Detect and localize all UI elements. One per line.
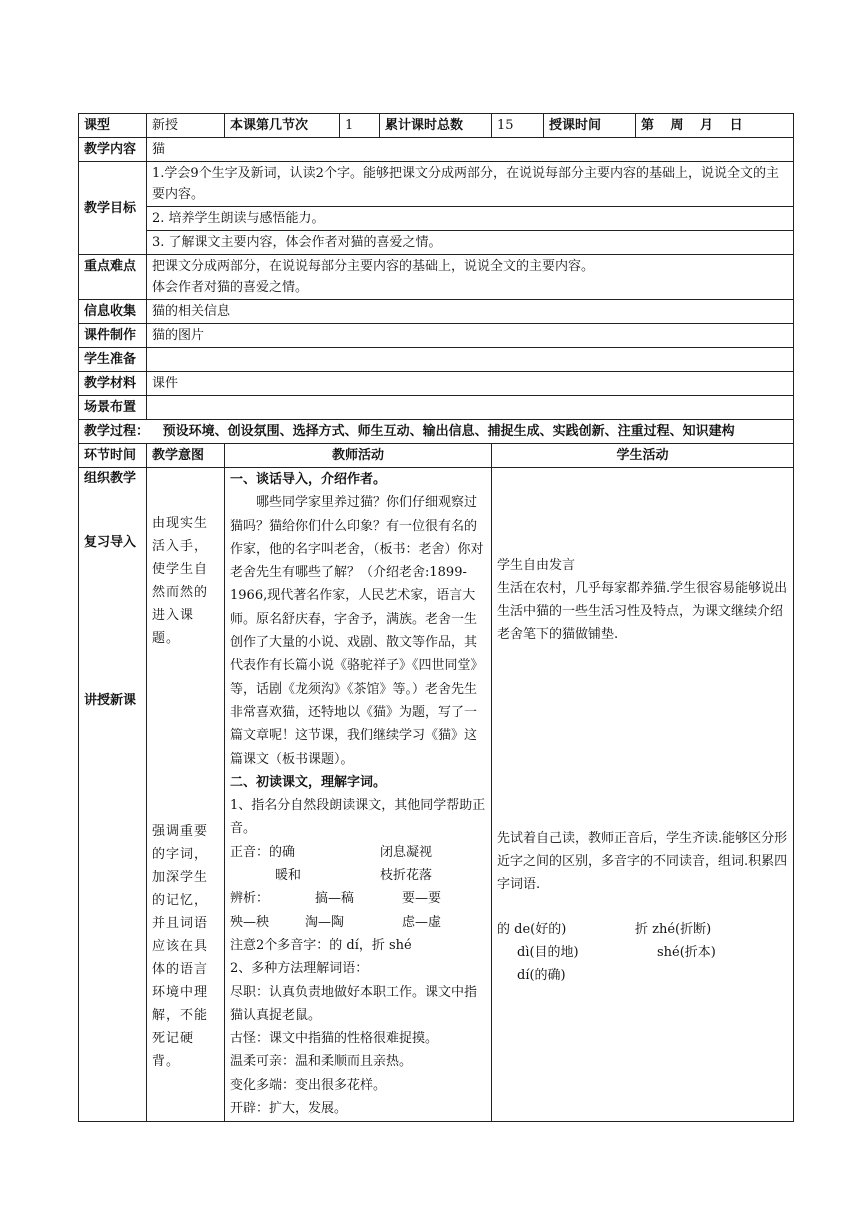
word-explain: 尽职：认真负责地做好本职工作。课文中指猫认真捉老鼠。	[230, 984, 478, 1023]
word-explain: 古怪：课文中指猫的性格很难捉摸。	[230, 1031, 439, 1047]
scene-row	[79, 396, 794, 420]
goal-item: 1.学会9个生字及新词，认读2个字。能够把课文分成两部分，在说说每部分主要内容的基础上，说说全文的主要内容。	[147, 162, 794, 207]
bianxi-pair: 要—要	[402, 891, 442, 907]
polyphone-item: shé(折本)	[657, 945, 716, 960]
student-prep-value	[147, 348, 794, 372]
student-prep-label: 学生准备	[79, 348, 147, 372]
materials-value: 课件	[147, 372, 794, 396]
total-hours-value: 15	[492, 114, 544, 138]
bianxi-pair: 虑—虚	[402, 914, 442, 930]
col-intent-header: 教学意图	[147, 444, 225, 468]
teacher-cell	[225, 468, 492, 1122]
key-points-label: 重点难点	[79, 255, 147, 300]
polyphone-item: dì(目的地)	[517, 945, 579, 960]
teacher-step-1: 1、指名分自然段朗读课文，其他同学帮助正音。	[230, 798, 486, 837]
bianxi-pair: 搞—稿	[315, 891, 355, 907]
info-row	[79, 300, 794, 324]
goal-row-1	[79, 162, 794, 207]
student-activity-1: 学生自由发言	[497, 558, 576, 573]
courseware-label: 课件制作	[79, 324, 147, 348]
courseware-value: 猫的图片	[147, 324, 794, 348]
col-teacher-header: 教师活动	[225, 444, 492, 468]
goal-item: 3. 了解课文主要内容，体会作者对猫的喜爱之情。	[147, 231, 794, 255]
total-hours-label: 累计课时总数	[380, 114, 492, 138]
polyphone-item: 折 zhé(折断)	[635, 922, 712, 937]
goal-row-2	[79, 207, 794, 231]
zhengyin-line-1	[230, 841, 486, 864]
lesson-time-label: 授课时间	[544, 114, 636, 138]
student-activity-2: 生活在农村，几乎每家都养猫.学生很容易能够说出生活中猫的一些生活习性及特点，为课文继续介绍老舍笔下的猫做铺垫.	[497, 581, 788, 642]
content-row	[79, 138, 794, 162]
activity-row	[79, 468, 794, 1122]
zhengyin-word: 闭息凝视	[380, 844, 433, 860]
process-label: 教学过程：	[84, 424, 150, 439]
zhengyin-line-2	[230, 864, 486, 887]
zhengyin-word: 的确	[269, 844, 296, 860]
process-cell	[79, 420, 794, 444]
intent-cell	[147, 468, 225, 1122]
bianxi-pair: 淘—陶	[305, 914, 345, 930]
lesson-no-label: 本课第几节次	[225, 114, 340, 138]
polyphone-note: 注意2个多音字：的 dí，折 shé	[230, 937, 412, 953]
goal-row-3	[79, 231, 794, 255]
courseware-row	[79, 324, 794, 348]
stage-item: 组织教学	[84, 471, 137, 486]
teacher-heading-1: 一、谈话导入，介绍作者。	[230, 472, 387, 487]
polyphone-item: dí(的确)	[517, 968, 566, 983]
key-points-value	[147, 255, 794, 300]
materials-label: 教学材料	[79, 372, 147, 396]
course-type-value: 新授	[147, 114, 225, 138]
lesson-no-value: 1	[340, 114, 380, 138]
key-point-line: 把课文分成两部分，在说说每部分主要内容的基础上，说说全文的主要内容。	[152, 259, 595, 274]
polyphone-line-1	[497, 918, 788, 941]
info-label: 信息收集	[79, 300, 147, 324]
word-explain: 开辟：扩大，发展。	[230, 1101, 348, 1117]
word-explain: 变化多端：变出很多花样。	[230, 1077, 387, 1093]
bianxi-line-2	[230, 911, 486, 934]
col-stage-header: 环节时间	[79, 444, 147, 468]
info-value: 猫的相关信息	[147, 300, 794, 324]
word-explain: 温柔可亲：温和柔顺而且亲热。	[230, 1054, 413, 1070]
key-points-row	[79, 255, 794, 300]
stage-item: 讲授新课	[84, 693, 137, 708]
columns-header-row	[79, 444, 794, 468]
lesson-plan-table	[78, 113, 794, 1122]
zhengyin-label: 正音：	[230, 844, 270, 860]
materials-row	[79, 372, 794, 396]
stage-item: 复习导入	[84, 535, 137, 550]
bianxi-pair: 殃—秧	[230, 914, 270, 930]
scene-value	[147, 396, 794, 420]
goal-item: 2. 培养学生朗读与感悟能力。	[147, 207, 794, 231]
col-student-header: 学生活动	[492, 444, 794, 468]
key-point-line: 体会作者对猫的喜爱之情。	[152, 280, 309, 295]
goals-label: 教学目标	[79, 162, 147, 255]
content-label: 教学内容	[79, 138, 147, 162]
header-row	[79, 114, 794, 138]
zhengyin-word: 暖和	[275, 868, 302, 884]
process-row	[79, 420, 794, 444]
intent-block-1: 由现实生活入手，使学生自然而然的进入课题。	[152, 516, 209, 646]
stage-cell	[79, 468, 147, 1122]
student-activity-3: 先试着自己读，教师正音后，学生齐读.能够区分形近字之间的区别，多音字的不同读音，组词.积累四字词语.	[497, 831, 788, 892]
content-value: 猫	[147, 138, 794, 162]
teacher-heading-2: 二、初读课文，理解字词。	[230, 774, 387, 790]
bianxi-line-1	[230, 887, 486, 910]
student-cell	[492, 468, 794, 1122]
teacher-paragraph-1: 哪些同学家里养过猫？你们仔细观察过猫吗？猫给你们什么印象？有一位很有名的作家，他的名字叫老舍，（板书：老舍）你对老舍先生有哪些了解？（介绍老舍:1899-1966,现代著名作家，人民艺术家，语言大师。原名舒庆春，字舍予，满族。老舍一生创作了大量的小说、戏剧、散文等作品，其代表作有长篇小说《骆驼祥子》《四世同堂》等，话剧《龙须沟》《茶馆》等。）老舍先生非常喜欢猫，还特地以《猫》为题，写了一篇文章呢！这节课，我们继续学习《猫》这篇课文（板书课题）。	[230, 495, 484, 767]
lesson-time-value: 第 周 月 日	[636, 114, 794, 138]
process-text: 预设环境、创设氛围、选择方式、师生互动、输出信息、捕捉生成、实践创新、注重过程、知识建构	[162, 424, 735, 439]
scene-label: 场景布置	[79, 396, 147, 420]
polyphone-item: 的 de(好的)	[497, 922, 567, 937]
intent-block-2: 强调重要的字词，加深学生的记忆，并且词语应该在具体的语言环境中理解，不能死记硬背。	[152, 824, 209, 1069]
teacher-step-2: 2、多种方法理解词语：	[230, 961, 369, 977]
student-prep-row	[79, 348, 794, 372]
bianxi-label: 辨析：	[230, 891, 270, 907]
polyphone-line-2	[517, 941, 788, 964]
zhengyin-word: 枝折花落	[380, 868, 433, 884]
course-type-label: 课型	[79, 114, 147, 138]
